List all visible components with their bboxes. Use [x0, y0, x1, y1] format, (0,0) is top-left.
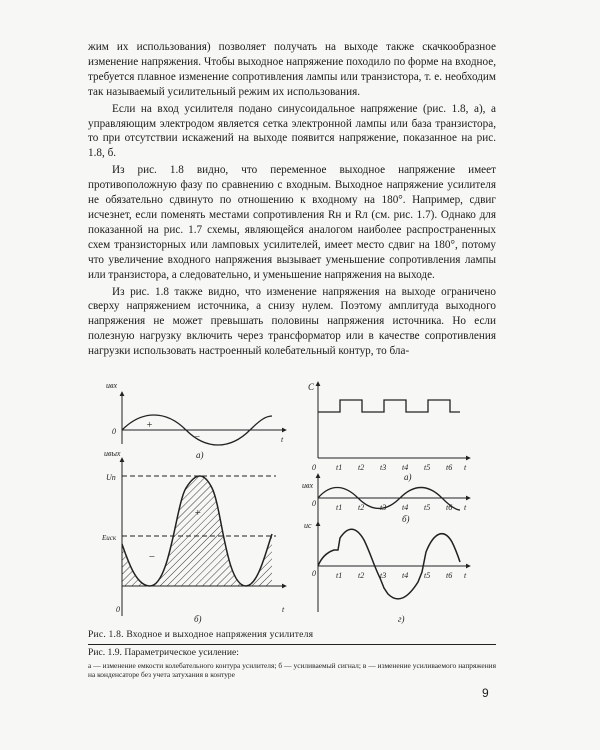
- right-a-tick-t4: t4: [402, 463, 409, 472]
- paragraph-2: Если на вход усилителя подано синусоидальное напряжение (рис. 1.8, а), а управляющим электродом является сетка электронной лампы или база транзистора, то при отсутствии искажений на выходе появится напряжение, показанное на рис. 1.8, б.: [88, 102, 496, 160]
- right-a-tick-t6: t6: [446, 463, 453, 472]
- hatched-area: [122, 476, 272, 586]
- figure-1-9-legend: а — изменение емкости колебательного контура усилителя; б — усиливаемый сигнал; в — изменение усиливаемого напряжения на конденсаторе без учета затухания в контуре: [88, 661, 496, 680]
- right-g-tick-t2: t2: [358, 571, 365, 580]
- right-a-tick-t: t: [464, 463, 467, 472]
- body-text: [88, 40, 496, 361]
- right-b-tick-t4: t4: [402, 503, 409, 512]
- right-chart-b: [302, 474, 470, 526]
- right-a-tick-t5: t5: [424, 463, 431, 472]
- figure-1-9-title: Рис. 1.9. Параметрическое усиление:: [88, 647, 239, 658]
- paragraph-3: Из рис. 1.8 видно, что переменное выходное напряжение имеет противоположную фазу по сравнению с входным. Выходное напряжение усилителя не обязательно сдвинуто по отношению к входному на 180°. Например, сдвиг исчезнет, если поменять местами сопротивления Rн и Rл (см. рис. 1.7). Однако для показанной на рис. 1.7 схемы, являющейся аналогом наиболее распространенных схем транзисторных или ламповых усилителей, имеет место сдвиг на 180°, потому что увеличение входного напряжения вызывает уменьшение сопротивления лампы или транзистора, а следовательно, и уменьшение напряжения на выходе.: [88, 164, 496, 281]
- capacitor-voltage-wave: [318, 529, 460, 599]
- right-b-tick-t6: t6: [446, 503, 453, 512]
- left-b-zero: 0: [116, 605, 120, 614]
- paragraph-1: жим их использования) позволяет получать на выходе также скачкообразное изменение напряжения. Чтобы выходное напряжение походило по форме на входное, требуется плавное изменение сопротивления лампы или транзистора, т. е. необходим так называемый усилительный режим их использования.: [88, 41, 496, 98]
- right-g-tick-t4: t4: [402, 571, 409, 580]
- right-a-label: а): [404, 472, 412, 482]
- left-chart-a: [106, 381, 286, 460]
- right-g-tick-t5: t5: [424, 571, 431, 580]
- left-b-plus: +: [194, 507, 202, 519]
- left-b-minus: −: [148, 551, 156, 563]
- right-g-tick-t: t: [464, 571, 467, 580]
- right-g-label: г): [398, 614, 405, 624]
- left-b-eisk: Еиск: [102, 534, 117, 542]
- right-a-tick-0: 0: [312, 463, 316, 472]
- left-b-y-label: uвых: [104, 449, 121, 458]
- right-g-y-label: uс: [304, 521, 312, 530]
- right-g-tick-0: 0: [312, 569, 316, 578]
- right-b-label: б): [402, 514, 410, 524]
- left-a-minus: −: [194, 432, 201, 443]
- left-a-label: а): [196, 450, 204, 460]
- paragraph-4: Из рис. 1.8 также видно, что изменение напряжения на выходе ограничено сверху напряжением источника, а снизу нулем. Поэтому амплитуда выходного напряжения не может превышать половины напряжения источника. Но если полезную нагрузку включить через трансформатор или в качестве сопротивления нагрузки использовать настроенный колебательный контур, то бла-: [88, 285, 496, 358]
- figure-1-8: [102, 376, 500, 632]
- right-b-tick-t5: t5: [424, 503, 431, 512]
- right-g-tick-t3: t3: [380, 571, 387, 580]
- left-a-y-label: uвх: [106, 381, 118, 390]
- figure-1-8-caption: Рис. 1.8. Входное и выходное напряжения усилителя: [88, 629, 314, 640]
- right-b-tick-0: 0: [312, 499, 316, 508]
- right-b-tick-t3: t3: [380, 503, 387, 512]
- left-b-t: t: [282, 605, 285, 614]
- right-b-y-label: uвх: [302, 481, 314, 490]
- caption-divider: [88, 644, 496, 645]
- left-b-un: Uп: [106, 473, 116, 482]
- page-number: 9: [482, 686, 489, 700]
- right-g-tick-t1: t1: [336, 571, 343, 580]
- left-b-label: б): [194, 614, 202, 624]
- left-a-plus: +: [146, 420, 153, 431]
- right-a-c: C: [308, 382, 315, 392]
- right-g-tick-t6: t6: [446, 571, 453, 580]
- right-b-tick-t2: t2: [358, 503, 365, 512]
- right-b-tick-t: t: [464, 503, 467, 512]
- capacitance-square-wave: [318, 400, 460, 412]
- right-chart-a: [308, 382, 470, 482]
- left-a-zero: 0: [112, 427, 116, 436]
- right-a-tick-t3: t3: [380, 463, 387, 472]
- figure-drawing: [102, 376, 500, 632]
- right-a-tick-t1: t1: [336, 463, 343, 472]
- right-chart-g: [304, 521, 470, 624]
- right-b-tick-t1: t1: [336, 503, 343, 512]
- right-a-tick-t2: t2: [358, 463, 365, 472]
- left-chart-b: [101, 449, 286, 624]
- left-a-t: t: [281, 435, 284, 444]
